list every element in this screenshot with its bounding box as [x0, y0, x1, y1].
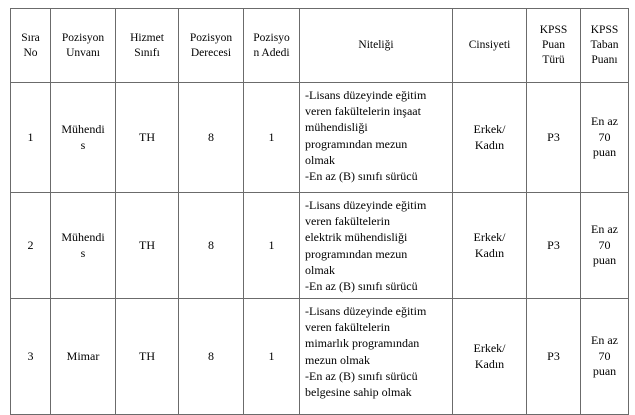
header-row: [11, 9, 629, 83]
cell-line: puan: [592, 364, 617, 379]
column-header-kpss-puan-turu: [527, 9, 581, 83]
cell-line: s: [80, 137, 86, 152]
cell-line: Erkek/: [473, 121, 506, 136]
cell-line: Mimar: [66, 348, 100, 363]
cell-hizmet-sinifi: TH: [116, 299, 179, 415]
cell-line: 70: [598, 237, 611, 252]
header-line: KPSS: [539, 24, 568, 37]
cell-pozisyon-adedi: 1: [244, 299, 300, 415]
cell-line: Mühendi: [61, 121, 105, 136]
cell-niteligi: [300, 299, 453, 415]
column-header-sira-no: [11, 9, 51, 83]
header-line: Puan: [542, 39, 565, 52]
table-row: [11, 299, 629, 415]
cell-line: mühendisliği: [305, 120, 368, 135]
cell-line: -Lisans düzeyinde eğitim: [305, 88, 427, 102]
header-line: Taban: [590, 39, 619, 52]
cell-line: En az: [591, 333, 618, 348]
cell-sira-no: 2: [11, 193, 51, 299]
cell-pozisyon-derecesi: 8: [179, 299, 244, 415]
cell-pozisyon-unvani: [51, 193, 116, 299]
cell-cinsiyeti: [453, 83, 527, 193]
column-header-kpss-taban-puani: [581, 9, 629, 83]
cell-pozisyon-derecesi: 8: [179, 83, 244, 193]
cell-line: -En az (B) sınıfı sürücü: [305, 278, 418, 293]
header-line: n Adedi: [253, 46, 290, 59]
header-line: Pozisyo: [253, 31, 290, 44]
column-header-pozisyon-derecesi: [179, 9, 244, 83]
cell-line: Kadın: [474, 137, 505, 152]
cell-line: mezun olmak: [305, 352, 370, 367]
cell-sira-no: 3: [11, 299, 51, 415]
table-body: [11, 83, 629, 415]
cell-line: programından mezun: [305, 246, 408, 261]
cell-line: En az: [591, 114, 618, 129]
header-line: Niteliği: [358, 39, 394, 52]
cell-kpss-taban-puani: [581, 83, 629, 193]
cell-line: Erkek/: [473, 340, 506, 355]
cell-line: programından mezun: [305, 136, 408, 151]
cell-line: Erkek/: [473, 229, 506, 244]
cell-kpss-puan-turu: P3: [527, 299, 581, 415]
cell-niteligi: [300, 193, 453, 299]
table-row: [11, 193, 629, 299]
column-header-niteligi: [300, 9, 453, 83]
header-line: Unvanı: [66, 46, 100, 59]
header-line: Derecesi: [190, 46, 232, 59]
cell-line: veren fakültelerin: [305, 214, 390, 229]
header-line: No: [23, 46, 38, 59]
cell-pozisyon-adedi: 1: [244, 83, 300, 193]
header-line: Türü: [542, 53, 565, 66]
cell-line: olmak: [305, 152, 335, 167]
cell-pozisyon-unvani: [51, 83, 116, 193]
cell-kpss-taban-puani: [581, 299, 629, 415]
cell-line: -En az (B) sınıfı sürücü: [305, 168, 418, 183]
cell-line: olmak: [305, 262, 335, 277]
cell-line: -Lisans düzeyinde eğitim: [305, 198, 427, 212]
cell-line: s: [80, 245, 86, 260]
cell-line: belgesine sahip olmak: [305, 384, 412, 399]
table-header: [11, 9, 629, 83]
cell-line: veren fakültelerin inşaat: [305, 104, 421, 119]
cell-line: puan: [592, 145, 617, 160]
cell-line: -Lisans düzeyinde eğitim: [305, 304, 427, 318]
cell-pozisyon-derecesi: 8: [179, 193, 244, 299]
header-line: Cinsiyeti: [468, 39, 511, 52]
column-header-pozisyon-adedi: [244, 9, 300, 83]
cell-hizmet-sinifi: TH: [116, 193, 179, 299]
header-line: Hizmet: [130, 31, 164, 44]
cell-pozisyon-unvani: [51, 299, 116, 415]
cell-kpss-taban-puani: [581, 193, 629, 299]
cell-line: Kadın: [474, 356, 505, 371]
header-line: Pozisyon: [61, 31, 105, 44]
cell-cinsiyeti: [453, 299, 527, 415]
cell-cinsiyeti: [453, 193, 527, 299]
cell-line: puan: [592, 253, 617, 268]
cell-line: mimarlık programından: [305, 336, 420, 351]
column-header-pozisyon-unvani: [51, 9, 116, 83]
cell-line: -En az (B) sınıfı sürücü: [305, 368, 418, 383]
cell-niteligi: [300, 83, 453, 193]
column-header-cinsiyeti: [453, 9, 527, 83]
cell-pozisyon-adedi: 1: [244, 193, 300, 299]
header-line: Puanı: [591, 53, 618, 66]
cell-line: elektrik mühendisliği: [305, 230, 408, 245]
cell-line: veren fakültelerin: [305, 320, 390, 335]
column-header-hizmet-sinifi: [116, 9, 179, 83]
cell-line: 70: [598, 129, 611, 144]
cell-kpss-puan-turu: P3: [527, 83, 581, 193]
header-line: Sınıfı: [134, 46, 160, 59]
cell-kpss-puan-turu: P3: [527, 193, 581, 299]
cell-line: En az: [591, 222, 618, 237]
positions-table: [10, 8, 629, 415]
table-row: [11, 83, 629, 193]
cell-line: Kadın: [474, 245, 505, 260]
header-line: Pozisyon: [189, 31, 233, 44]
header-line: KPSS: [590, 24, 619, 37]
cell-hizmet-sinifi: TH: [116, 83, 179, 193]
cell-sira-no: 1: [11, 83, 51, 193]
header-line: Sıra: [21, 31, 40, 44]
cell-line: Mühendi: [61, 229, 105, 244]
cell-line: 70: [598, 348, 611, 363]
